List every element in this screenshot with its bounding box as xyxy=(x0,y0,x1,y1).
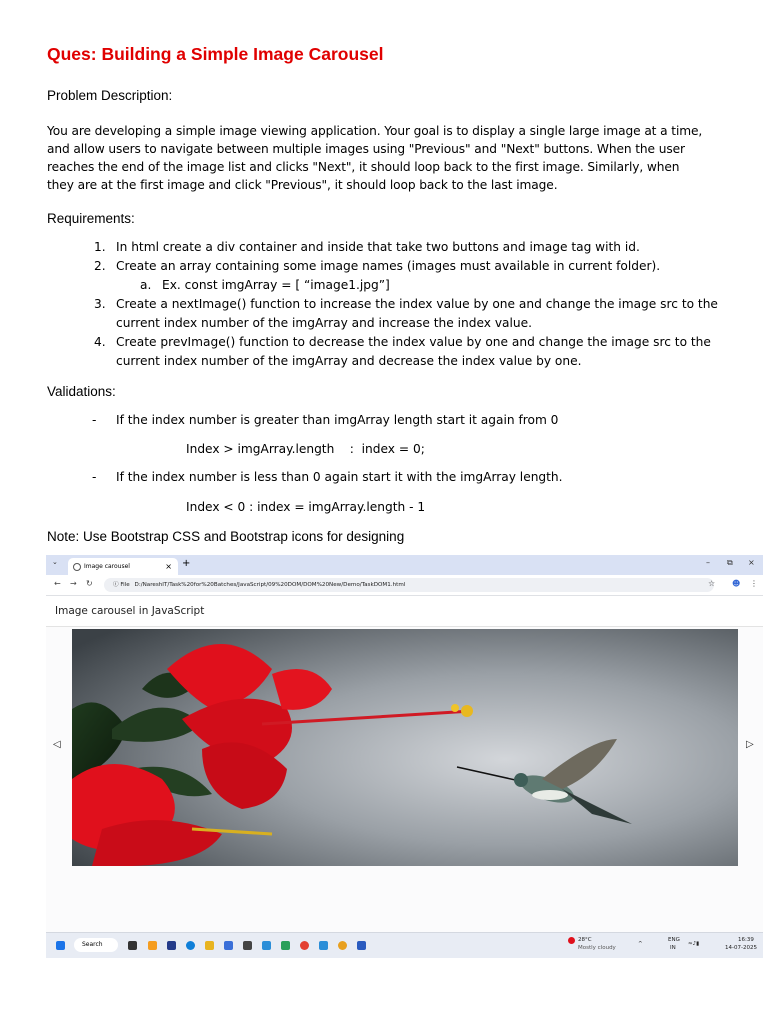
tab-close-icon[interactable]: × xyxy=(165,562,172,571)
explorer-icon[interactable] xyxy=(205,941,214,950)
task-view-icon[interactable] xyxy=(128,941,137,950)
carousel-image xyxy=(72,629,738,866)
clock-date[interactable]: 14-07-2025 xyxy=(725,945,757,951)
problem-line: they are at the first image and click "Previous", it should loop back to the last image. xyxy=(47,178,558,192)
requirements-list xyxy=(94,238,744,371)
page-header xyxy=(46,596,763,627)
note: Note: Use Bootstrap CSS and Bootstrap icons for designing xyxy=(47,529,405,544)
problem-line: reaches the end of the image list and clicks "Next", it should loop back to the first image. Similarly, when xyxy=(47,160,680,174)
vscode-icon[interactable] xyxy=(262,941,271,950)
taskbar xyxy=(46,932,763,958)
restore-icon[interactable]: ⧉ xyxy=(727,558,733,567)
language-code[interactable]: ENG xyxy=(668,937,680,943)
browser-tab[interactable] xyxy=(68,558,178,575)
problem-description xyxy=(47,122,737,194)
requirement-item: 4. Create prevImage() function to decrease the index value by one and change the image src to the current index number of the imgArray and decrease the index value by one. xyxy=(94,335,711,368)
vscode-icon[interactable] xyxy=(319,941,328,950)
start-icon[interactable] xyxy=(56,941,65,950)
embedded-screenshot xyxy=(46,555,763,958)
clock-time[interactable]: 16:39 xyxy=(738,937,754,943)
problem-line: and allow users to navigate between multiple images using "Previous" and "Next" buttons. When the user xyxy=(47,142,685,156)
problem-heading: Problem Description: xyxy=(47,88,173,103)
bullet-dash: - xyxy=(92,470,97,484)
widgets-icon[interactable] xyxy=(148,941,157,950)
next-button[interactable]: ▷ xyxy=(746,739,754,750)
language-region[interactable]: IN xyxy=(670,945,676,951)
validations-heading: Validations: xyxy=(47,384,116,399)
window-close-icon[interactable]: × xyxy=(748,558,755,567)
reload-icon[interactable]: ↻ xyxy=(86,579,93,588)
document-title: Ques: Building a Simple Image Carousel xyxy=(47,44,384,64)
forward-icon[interactable]: → xyxy=(70,579,77,588)
tab-favicon-icon xyxy=(73,563,81,571)
address-bar xyxy=(46,575,763,596)
word-icon[interactable] xyxy=(357,941,366,950)
chrome-icon[interactable] xyxy=(300,941,309,950)
file-chip: ⓘ File xyxy=(113,582,130,588)
app-icon[interactable] xyxy=(243,941,252,950)
taskbar-search[interactable]: Search xyxy=(74,938,118,952)
profile-icon[interactable]: ☻ xyxy=(732,579,741,588)
bookmark-star-icon[interactable]: ☆ xyxy=(708,579,716,588)
tab-search-icon[interactable]: ⌄ xyxy=(52,558,58,566)
wifi-volume-battery-icon[interactable]: ≈♪▮ xyxy=(688,941,700,947)
requirement-item: 2. Create an array containing some image names (images must available in current folder). xyxy=(94,259,661,273)
bullet-dash: - xyxy=(92,413,97,427)
prev-button[interactable]: ◁ xyxy=(53,739,61,750)
back-icon[interactable]: ← xyxy=(54,579,61,588)
weather-temp: 28°C xyxy=(578,937,592,943)
app-icon[interactable] xyxy=(167,941,176,950)
edge-icon[interactable] xyxy=(186,941,195,950)
validation-text: If the index number is less than 0 again start it with the imgArray length. xyxy=(116,470,563,484)
minimize-icon[interactable]: – xyxy=(706,558,710,567)
requirements-heading: Requirements: xyxy=(47,211,135,226)
weather-icon xyxy=(568,937,575,944)
chevron-up-icon[interactable]: ^ xyxy=(638,941,643,947)
validation-code: Index < 0 : index = imgArray.length - 1 xyxy=(186,500,426,514)
notepad-icon[interactable] xyxy=(281,941,290,950)
menu-icon[interactable]: ⋮ xyxy=(750,579,758,588)
url-text: D:/NareshIT/Task%20for%20Batches/JavaScript/09%20DOM/DOM%20New/Demo/TaskDOM1.html xyxy=(134,582,406,588)
store-icon[interactable] xyxy=(224,941,233,950)
new-tab-icon[interactable]: + xyxy=(182,558,191,569)
chrome-icon[interactable] xyxy=(338,941,347,950)
validation-text: If the index number is greater than imgArray length start it again from 0 xyxy=(116,413,559,427)
tab-title: Image carousel xyxy=(84,563,130,570)
requirement-subitem: a. Ex. const imgArray = [ “image1.jpg”] xyxy=(140,278,390,292)
browser-tab-bar xyxy=(46,555,763,575)
validation-code: Index > imgArray.length : index = 0; xyxy=(186,442,425,456)
requirement-item: 3. Create a nextImage() function to increase the index value by one and change the image src to the current index number of the imgArray and increase the index value. xyxy=(94,297,718,330)
url-field[interactable] xyxy=(104,578,714,592)
requirement-item: 1. In html create a div container and inside that take two buttons and image tag with id. xyxy=(94,240,640,254)
page-heading: Image carousel in JavaScript xyxy=(55,605,205,617)
carousel xyxy=(46,627,763,932)
problem-line: You are developing a simple image viewing application. Your goal is to display a single large image at a time, xyxy=(47,124,703,138)
weather-desc: Mostly cloudy xyxy=(578,945,616,951)
